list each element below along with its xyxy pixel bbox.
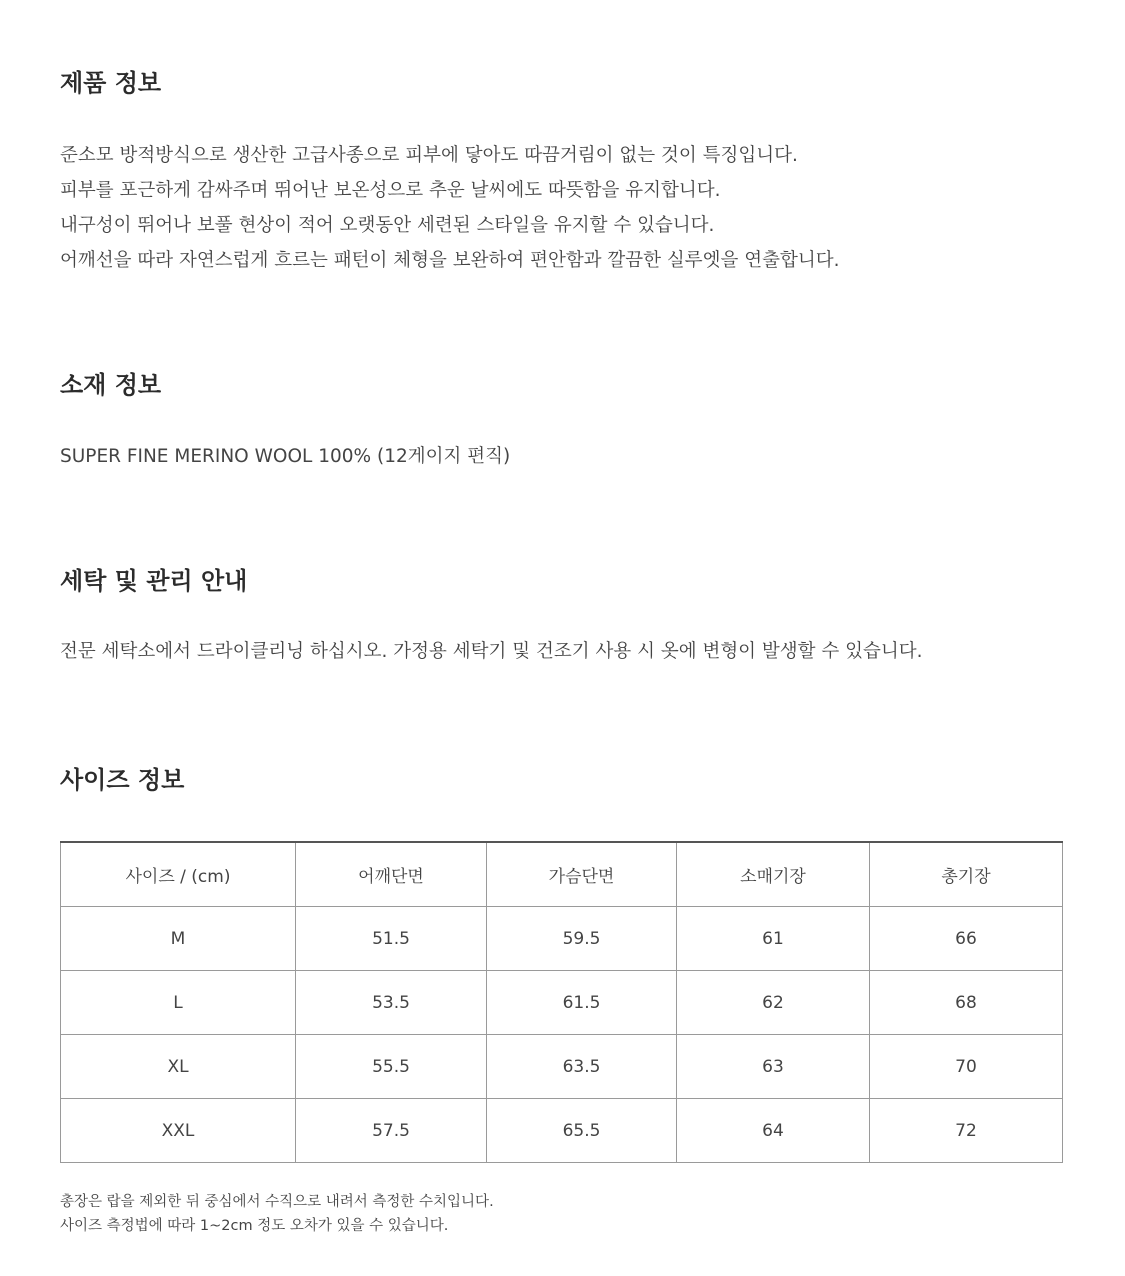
- cell-chest-width: 65.5: [487, 1099, 677, 1163]
- size-note: 총장은 랍을 제외한 뒤 중심에서 수직으로 내려서 측정한 수치입니다.: [60, 1194, 494, 1210]
- product-info-description: [60, 138, 840, 278]
- header-total-length: 총기장: [870, 842, 1063, 907]
- cell-total-length: 68: [870, 971, 1063, 1035]
- table-row: [61, 971, 1063, 1035]
- product-info-line: 내구성이 뛰어나 보풀 현상이 적어 오랫동안 세련된 스타일을 유지할 수 있습니다.: [60, 215, 715, 236]
- cell-chest-width: 63.5: [487, 1035, 677, 1099]
- material-info-text: SUPER FINE MERINO WOOL 100% (12게이지 편직): [60, 446, 511, 467]
- size-info-title: 사이즈 정보: [60, 766, 185, 794]
- cell-sleeve-length: 63: [677, 1035, 870, 1099]
- size-note: 사이즈 측정법에 따라 1~2cm 정도 오차가 있을 수 있습니다.: [60, 1218, 449, 1234]
- product-info-title: 제품 정보: [60, 69, 162, 97]
- product-info-line: 준소모 방적방식으로 생산한 고급사종으로 피부에 닿아도 따끔거림이 없는 것이 특징입니다.: [60, 145, 798, 166]
- cell-total-length: 66: [870, 907, 1063, 971]
- cell-size: XL: [61, 1035, 296, 1099]
- care-info-text: 전문 세탁소에서 드라이클리닝 하십시오. 가정용 세탁기 및 건조기 사용 시 옷에 변형이 발생할 수 있습니다.: [60, 641, 923, 662]
- cell-total-length: 72: [870, 1099, 1063, 1163]
- size-notes: [60, 1190, 494, 1238]
- cell-size: M: [61, 907, 296, 971]
- table-row: [61, 907, 1063, 971]
- cell-sleeve-length: 62: [677, 971, 870, 1035]
- cell-shoulder-width: 57.5: [296, 1099, 487, 1163]
- size-table: [60, 841, 1063, 1163]
- table-row: [61, 1099, 1063, 1163]
- cell-shoulder-width: 53.5: [296, 971, 487, 1035]
- header-size: 사이즈 / (cm): [61, 842, 296, 907]
- cell-total-length: 70: [870, 1035, 1063, 1099]
- care-info-title: 세탁 및 관리 안내: [60, 567, 248, 595]
- header-shoulder-width: 어깨단면: [296, 842, 487, 907]
- cell-chest-width: 61.5: [487, 971, 677, 1035]
- cell-chest-width: 59.5: [487, 907, 677, 971]
- cell-shoulder-width: 51.5: [296, 907, 487, 971]
- cell-size: XXL: [61, 1099, 296, 1163]
- product-info-line: 어깨선을 따라 자연스럽게 흐르는 패턴이 체형을 보완하여 편안함과 깔끔한 실루엣을 연출합니다.: [60, 250, 840, 271]
- header-sleeve-length: 소매기장: [677, 842, 870, 907]
- cell-sleeve-length: 61: [677, 907, 870, 971]
- cell-shoulder-width: 55.5: [296, 1035, 487, 1099]
- cell-sleeve-length: 64: [677, 1099, 870, 1163]
- size-table-header-row: [61, 842, 1063, 907]
- header-chest-width: 가슴단면: [487, 842, 677, 907]
- cell-size: L: [61, 971, 296, 1035]
- table-row: [61, 1035, 1063, 1099]
- material-info-title: 소재 정보: [60, 371, 162, 399]
- product-info-line: 피부를 포근하게 감싸주며 뛰어난 보온성으로 추운 날씨에도 따뜻함을 유지합니다.: [60, 180, 721, 201]
